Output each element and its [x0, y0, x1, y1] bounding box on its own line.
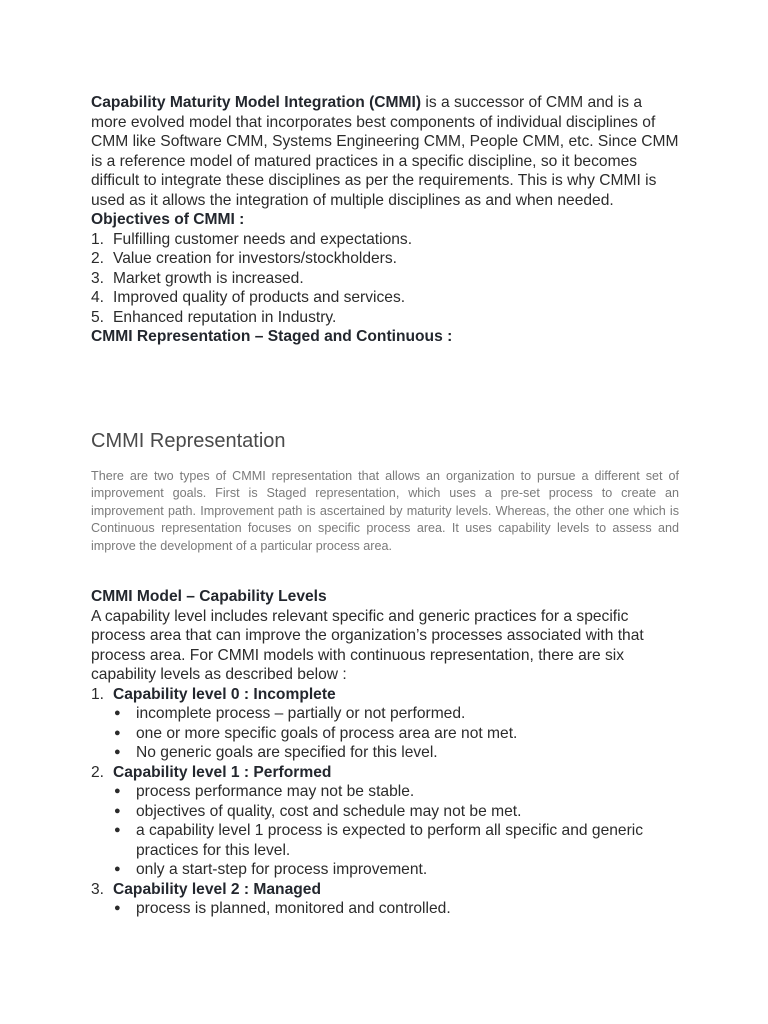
list-item [91, 269, 679, 289]
representation-paragraph: There are two types of CMMI representation that allows an organization to pursue a different set of improvement goals. First is Staged representation, which uses a pre-set process to create an improvement path. Improvement path is ascertained by maturity levels. Whereas, the other one which is Continuous representation focuses on specific process area. It uses capability levels to assess and improve the development of a particular process area. [91, 469, 679, 553]
list-number: 1. [91, 230, 105, 248]
bullet-text: a capability level 1 process is expected to perform all specific and generic practices for this level. [136, 822, 644, 859]
intro-text: is a successor of CMM and is a more evolved model that incorporates best components of individual disciplines of CMM like Software CMM, Systems Engineering CMM, People CMM, etc. Since CMM is a reference model of matured practices in a specific discipline, so it becomes difficult to integrate these disciplines as per the requirements. This is why CMMI is used as it allows the integration of multiple disciplines as and when needed. [91, 94, 679, 209]
list-text: Fulfilling customer needs and expectations. [113, 230, 413, 248]
bullet-text: only a start-step for process improvement. [136, 861, 428, 878]
intro-paragraph [91, 93, 679, 210]
objectives-list [91, 230, 679, 328]
bullet-text: process is planned, monitored and controlled. [136, 900, 451, 917]
level-title: Capability level 1 : Performed [113, 763, 332, 781]
capability-section [91, 587, 679, 919]
level-number: 2. [91, 763, 105, 781]
bullet-text: incomplete process – partially or not performed. [136, 705, 466, 722]
bullet-text: one or more specific goals of process area are not met. [136, 724, 518, 742]
list-item [91, 230, 679, 250]
bullet-item [91, 743, 679, 763]
bullet-text: objectives of quality, cost and schedule may not be met. [136, 802, 522, 820]
list-number: 4. [91, 289, 105, 306]
level-item [91, 763, 679, 783]
list-text: Improved quality of products and services. [113, 289, 406, 306]
level-item [91, 880, 679, 900]
level-number: 3. [91, 880, 105, 898]
list-text: Value creation for investors/stockholders. [113, 250, 397, 267]
bullet-icon: ● [114, 863, 121, 875]
bullet-item [91, 821, 679, 860]
objectives-heading: Objectives of CMMI : [91, 211, 245, 228]
section-title: CMMI Representation [91, 430, 286, 452]
list-text: Market growth is increased. [113, 269, 304, 287]
document-page [91, 93, 679, 917]
bullet-item [91, 782, 679, 802]
bullet-item [91, 860, 679, 880]
bullet-item [91, 802, 679, 822]
bullet-icon: ● [114, 785, 121, 797]
bullet-item [91, 899, 679, 919]
level-title: Capability level 0 : Incomplete [113, 685, 336, 703]
bullet-icon: ● [114, 824, 121, 836]
bullet-icon: ● [114, 726, 121, 739]
bullet-icon: ● [114, 804, 121, 817]
bullet-text: No generic goals are specified for this level. [136, 744, 438, 761]
capability-heading: CMMI Model – Capability Levels [91, 588, 327, 605]
representation-subheading: CMMI Representation – Staged and Continuous : [91, 328, 453, 345]
bullet-item [91, 704, 679, 724]
bullet-text: process performance may not be stable. [136, 783, 415, 800]
list-item [91, 288, 679, 308]
capability-intro: A capability level includes relevant specific and generic practices for a specific process area that can improve the organization’s processes associated with that process area. For CMMI models with continuous representation, there are six capability levels as described below : [91, 607, 644, 683]
list-text: Enhanced reputation in Industry. [113, 308, 337, 326]
level-title: Capability level 2 : Managed [113, 880, 321, 898]
bullet-icon: ● [114, 902, 121, 914]
bullet-item [91, 724, 679, 744]
level-number: 1. [91, 685, 105, 703]
bullet-icon: ● [114, 707, 121, 719]
list-item [91, 308, 679, 328]
level-item [91, 685, 679, 705]
list-item [91, 249, 679, 269]
list-number: 3. [91, 269, 105, 287]
list-number: 2. [91, 250, 105, 267]
list-number: 5. [91, 308, 105, 326]
bullet-icon: ● [114, 746, 121, 758]
intro-term: Capability Maturity Model Integration (CMMI) [91, 94, 422, 111]
